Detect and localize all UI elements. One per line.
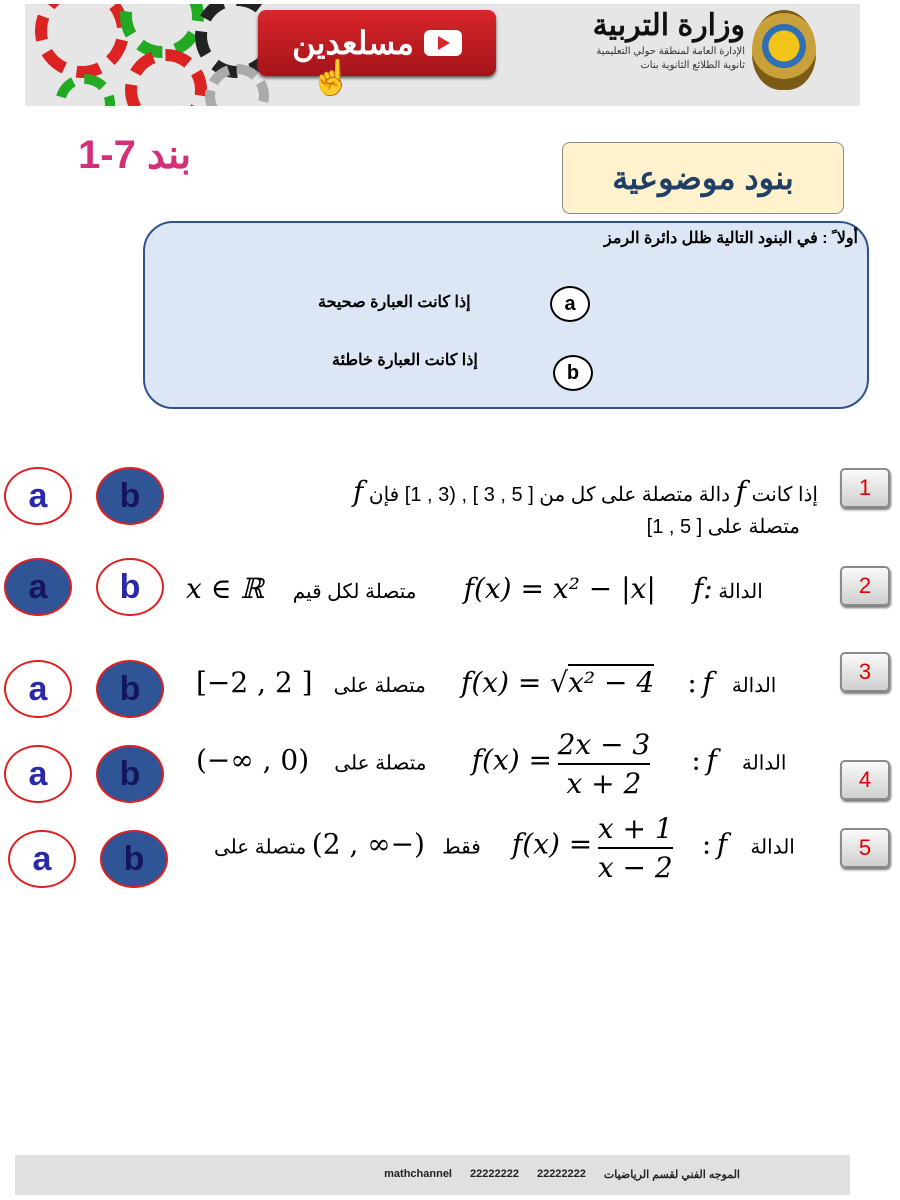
ministry-title: وزارة التربية <box>592 9 745 42</box>
option-a-q3[interactable]: a <box>4 660 72 718</box>
q1-f-symbol: f <box>735 475 747 508</box>
q4-numerator: 2x − 3 <box>557 728 651 761</box>
item-label: بند 7-1 <box>78 133 192 177</box>
question-1-line2: متصلة على [ 5 , 1] <box>646 516 800 538</box>
gear-icon <box>125 49 207 106</box>
kuwait-emblem-icon <box>752 10 816 90</box>
question-number-3: 3 <box>840 652 890 692</box>
footer-phone-2: 22222222 <box>470 1168 519 1180</box>
q5-continuity: متصلة على <box>214 836 307 859</box>
sqrt-icon: √ <box>550 666 569 699</box>
q2-continuity: متصلة لكل قيم <box>292 581 417 603</box>
instructions-text: أولا ً : في البنود التالية ظلل دائرة الرمز <box>603 230 858 247</box>
q2-prefix: الدالة <box>718 581 763 603</box>
question-5-content <box>214 812 795 884</box>
question-number-1: 1 <box>840 468 890 508</box>
option-b-q5[interactable]: b <box>100 830 168 888</box>
q5-interval: (−∞ , 2) <box>311 827 425 861</box>
option-a-q4[interactable]: a <box>4 745 72 803</box>
key-b-text: إذا كانت العبارة خاطئة <box>332 352 478 369</box>
option-a-q1[interactable]: a <box>4 467 72 525</box>
key-circle-b: b <box>553 355 593 391</box>
key-circle-a: a <box>550 286 590 322</box>
question-4-content <box>196 728 786 800</box>
q3-interval: [−2 , 2 ] <box>196 666 313 699</box>
q3-colon: : <box>687 666 697 699</box>
q4-prefix: الدالة <box>741 752 787 775</box>
option-b-q2[interactable]: b <box>96 558 164 616</box>
question-number-4: 4 <box>840 760 890 800</box>
q1-if: إذا كانت <box>751 484 818 506</box>
play-icon <box>424 30 462 56</box>
q4-formula-lhs: f(x) = <box>471 743 552 777</box>
q3-formula-lhs: f(x) = <box>461 666 551 699</box>
q2-formula: f(x) = x² − |x| <box>463 572 656 605</box>
q2-f-symbol: f: <box>692 572 713 605</box>
q5-colon: : <box>701 827 712 861</box>
channel-button-label: مسلعدين <box>292 25 414 61</box>
option-a-q5[interactable]: a <box>8 830 76 888</box>
q4-continuity: متصلة على <box>334 752 427 775</box>
q3-f-symbol: f <box>702 666 713 699</box>
q2-domain: x ∈ ℝ <box>186 572 264 605</box>
option-b-q4[interactable]: b <box>96 745 164 803</box>
q5-prefix: الدالة <box>750 836 795 859</box>
q3-radicand: x² − 4 <box>568 666 655 699</box>
footer-handle: mathchannel <box>384 1168 452 1180</box>
objective-title-box <box>562 142 844 214</box>
gear-icon <box>55 74 115 106</box>
q4-colon: : <box>691 743 701 777</box>
q5-suffix: فقط <box>442 836 481 859</box>
option-b-q1[interactable]: b <box>96 467 164 525</box>
gear-icon <box>35 4 129 78</box>
q3-prefix: الدالة <box>731 675 777 697</box>
pointer-hand-icon: ☝ <box>310 59 353 97</box>
option-b-q3[interactable]: b <box>96 660 164 718</box>
footer-supervisor: الموجه الفني لقسم الرياضيات <box>603 1168 740 1181</box>
q5-fraction <box>598 812 673 884</box>
q5-numerator: x + 1 <box>597 812 673 845</box>
q5-f-symbol: f <box>716 827 728 861</box>
question-number-5: 5 <box>840 828 890 868</box>
question-3-content <box>196 666 776 699</box>
q4-fraction <box>558 728 651 800</box>
q4-interval: (−∞ , 0) <box>196 743 310 777</box>
q5-denominator: x − 2 <box>597 851 673 884</box>
question-2-content <box>186 572 763 605</box>
ministry-subtitle: الإدارة العامة لمنطقة حولي التعليمية <box>596 46 745 57</box>
q4-f-symbol: f <box>706 743 717 777</box>
objective-title: بنود موضوعية <box>612 160 794 196</box>
instructions-box <box>143 221 869 409</box>
q1-condition: دالة متصلة على كل من [ 5 , 3 ] , (3 , 1] فإن <box>368 484 731 506</box>
q1-f-symbol-2: f <box>352 475 364 508</box>
question-number-2: 2 <box>840 566 890 606</box>
option-a-q2[interactable]: a <box>4 558 72 616</box>
question-1-line1 <box>353 475 818 508</box>
key-a-text: إذا كانت العبارة صحيحة <box>318 294 471 311</box>
school-name: ثانوية الطلائع الثانوية بنات <box>640 60 745 71</box>
q4-denominator: x + 2 <box>566 767 642 800</box>
footer-phone-1: 22222222 <box>536 1168 586 1180</box>
youtube-channel-button[interactable] <box>258 10 496 76</box>
q5-formula-lhs: f(x) = <box>511 827 593 861</box>
ministry-header <box>505 8 745 98</box>
q3-continuity: متصلة على <box>333 675 426 697</box>
footer-contacts <box>150 1162 740 1186</box>
